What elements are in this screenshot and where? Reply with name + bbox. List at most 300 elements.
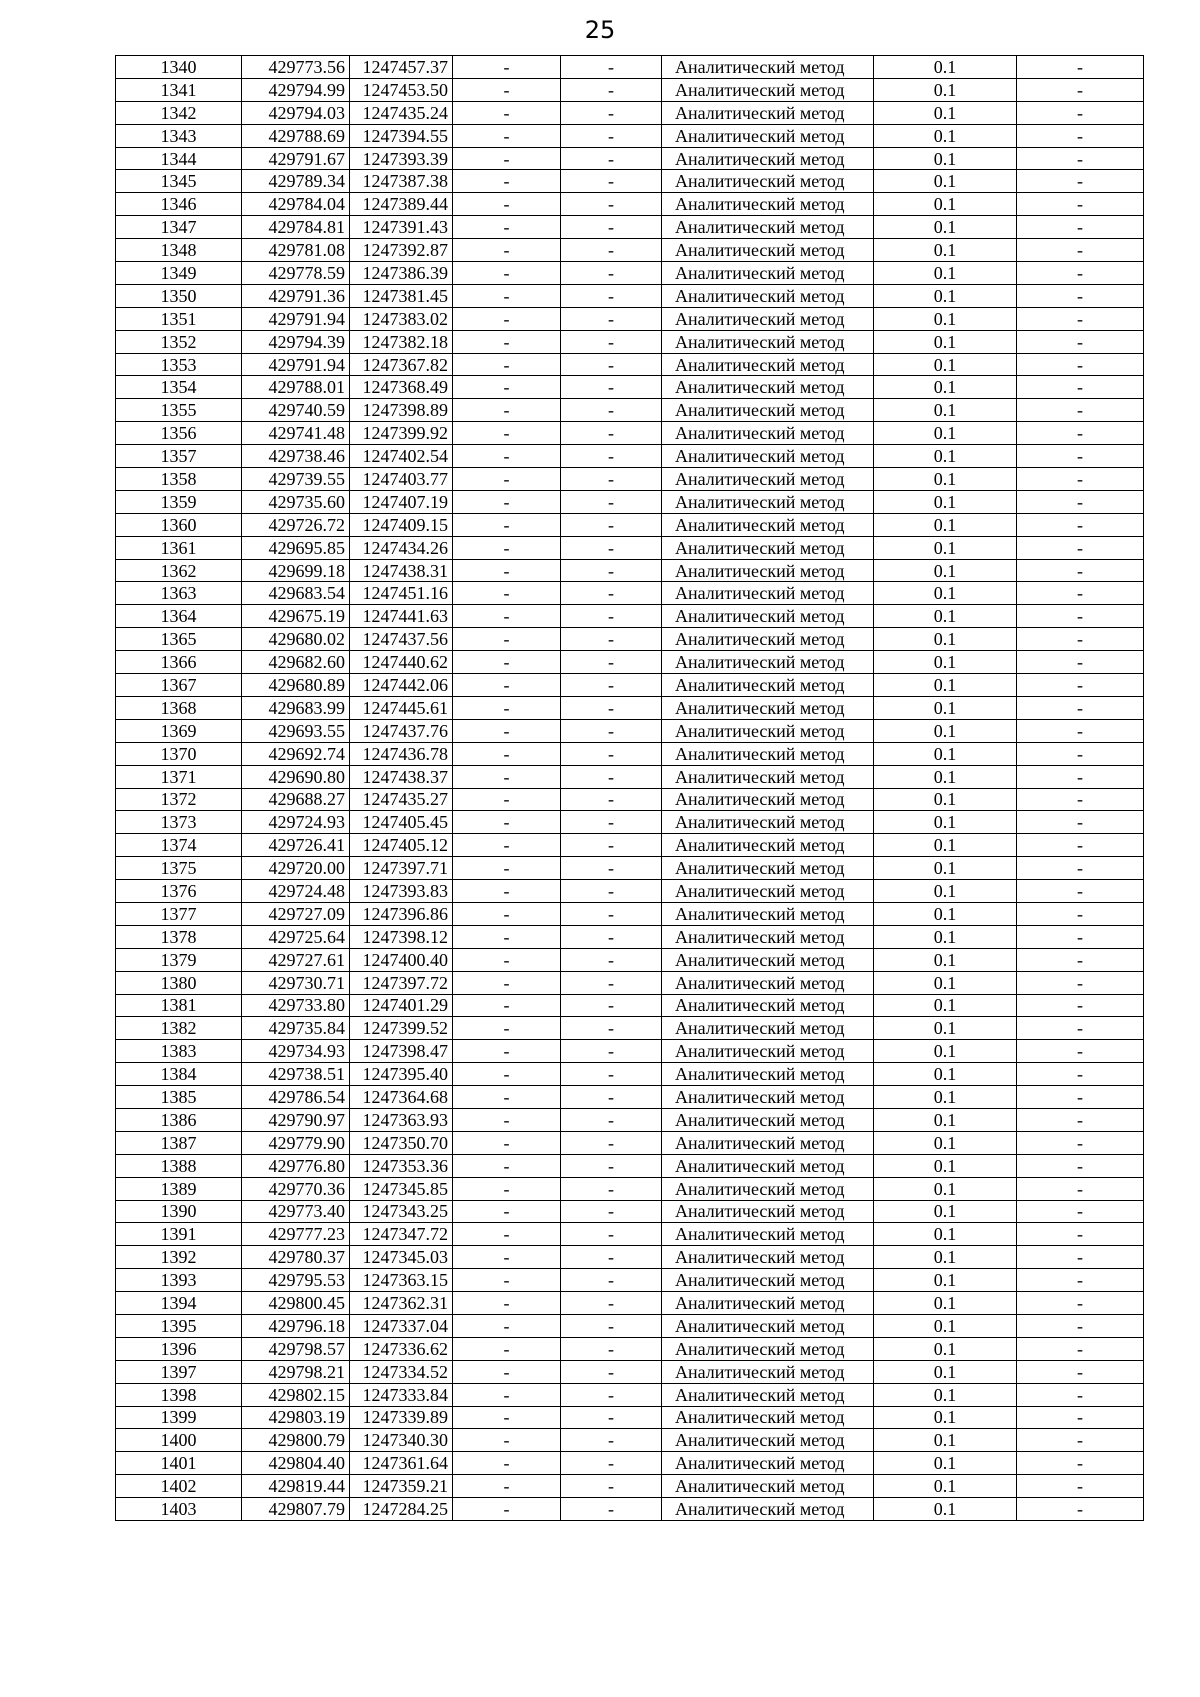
x-coordinate-cell: 429794.39 (242, 330, 350, 353)
method-cell: Аналитический метод (662, 1177, 874, 1200)
point-number-cell: 1399 (116, 1406, 242, 1429)
method-cell: Аналитический метод (662, 468, 874, 491)
y-coordinate-cell: 1247337.04 (350, 1314, 453, 1337)
y-coordinate-cell: 1247441.63 (350, 605, 453, 628)
point-number-cell: 1396 (116, 1337, 242, 1360)
empty-value-cell: - (453, 971, 561, 994)
y-coordinate-cell: 1247343.25 (350, 1200, 453, 1223)
empty-value-cell: - (561, 1040, 662, 1063)
accuracy-cell: 0.1 (874, 948, 1017, 971)
empty-value-cell: - (561, 719, 662, 742)
x-coordinate-cell: 429780.37 (242, 1246, 350, 1269)
point-number-cell: 1370 (116, 742, 242, 765)
empty-value-cell: - (1017, 124, 1144, 147)
point-number-cell: 1353 (116, 353, 242, 376)
accuracy-cell: 0.1 (874, 536, 1017, 559)
y-coordinate-cell: 1247442.06 (350, 674, 453, 697)
empty-value-cell: - (1017, 1108, 1144, 1131)
x-coordinate-cell: 429773.40 (242, 1200, 350, 1223)
method-cell: Аналитический метод (662, 834, 874, 857)
method-cell: Аналитический метод (662, 262, 874, 285)
point-number-cell: 1350 (116, 284, 242, 307)
point-number-cell: 1394 (116, 1292, 242, 1315)
table-row (116, 948, 1144, 971)
table-row (116, 719, 1144, 742)
empty-value-cell: - (1017, 742, 1144, 765)
y-coordinate-cell: 1247435.24 (350, 101, 453, 124)
y-coordinate-cell: 1247345.03 (350, 1246, 453, 1269)
accuracy-cell: 0.1 (874, 147, 1017, 170)
table-row (116, 1429, 1144, 1452)
x-coordinate-cell: 429819.44 (242, 1475, 350, 1498)
method-cell: Аналитический метод (662, 880, 874, 903)
x-coordinate-cell: 429692.74 (242, 742, 350, 765)
y-coordinate-cell: 1247359.21 (350, 1475, 453, 1498)
table-row (116, 101, 1144, 124)
accuracy-cell: 0.1 (874, 582, 1017, 605)
y-coordinate-cell: 1247340.30 (350, 1429, 453, 1452)
empty-value-cell: - (1017, 353, 1144, 376)
empty-value-cell: - (453, 1063, 561, 1086)
x-coordinate-cell: 429789.34 (242, 170, 350, 193)
empty-value-cell: - (1017, 605, 1144, 628)
x-coordinate-cell: 429726.72 (242, 513, 350, 536)
point-number-cell: 1363 (116, 582, 242, 605)
accuracy-cell: 0.1 (874, 559, 1017, 582)
table-row (116, 1498, 1144, 1521)
empty-value-cell: - (453, 1154, 561, 1177)
table-row (116, 56, 1144, 79)
accuracy-cell: 0.1 (874, 1246, 1017, 1269)
accuracy-cell: 0.1 (874, 1017, 1017, 1040)
method-cell: Аналитический метод (662, 559, 874, 582)
empty-value-cell: - (561, 1063, 662, 1086)
page-number: 25 (584, 16, 616, 44)
accuracy-cell: 0.1 (874, 1200, 1017, 1223)
empty-value-cell: - (453, 811, 561, 834)
x-coordinate-cell: 429738.51 (242, 1063, 350, 1086)
empty-value-cell: - (561, 1017, 662, 1040)
table-row (116, 674, 1144, 697)
empty-value-cell: - (453, 1177, 561, 1200)
y-coordinate-cell: 1247407.19 (350, 490, 453, 513)
y-coordinate-cell: 1247434.26 (350, 536, 453, 559)
table-row (116, 1292, 1144, 1315)
table-row (116, 1040, 1144, 1063)
x-coordinate-cell: 429735.84 (242, 1017, 350, 1040)
empty-value-cell: - (561, 1429, 662, 1452)
empty-value-cell: - (561, 628, 662, 651)
y-coordinate-cell: 1247284.25 (350, 1498, 453, 1521)
method-cell: Аналитический метод (662, 1406, 874, 1429)
x-coordinate-cell: 429798.57 (242, 1337, 350, 1360)
empty-value-cell: - (1017, 1017, 1144, 1040)
x-coordinate-cell: 429727.09 (242, 902, 350, 925)
empty-value-cell: - (453, 1314, 561, 1337)
table-row (116, 422, 1144, 445)
empty-value-cell: - (1017, 880, 1144, 903)
table-row (116, 124, 1144, 147)
point-number-cell: 1351 (116, 307, 242, 330)
method-cell: Аналитический метод (662, 1040, 874, 1063)
empty-value-cell: - (1017, 147, 1144, 170)
y-coordinate-cell: 1247350.70 (350, 1131, 453, 1154)
y-coordinate-cell: 1247393.83 (350, 880, 453, 903)
x-coordinate-cell: 429784.04 (242, 193, 350, 216)
x-coordinate-cell: 429675.19 (242, 605, 350, 628)
method-cell: Аналитический метод (662, 651, 874, 674)
method-cell: Аналитический метод (662, 239, 874, 262)
method-cell: Аналитический метод (662, 1131, 874, 1154)
accuracy-cell: 0.1 (874, 399, 1017, 422)
point-number-cell: 1400 (116, 1429, 242, 1452)
empty-value-cell: - (561, 147, 662, 170)
empty-value-cell: - (561, 239, 662, 262)
method-cell: Аналитический метод (662, 765, 874, 788)
empty-value-cell: - (453, 719, 561, 742)
accuracy-cell: 0.1 (874, 1086, 1017, 1109)
method-cell: Аналитический метод (662, 1200, 874, 1223)
empty-value-cell: - (453, 674, 561, 697)
empty-value-cell: - (453, 880, 561, 903)
table-row (116, 468, 1144, 491)
point-number-cell: 1340 (116, 56, 242, 79)
y-coordinate-cell: 1247437.56 (350, 628, 453, 651)
empty-value-cell: - (561, 445, 662, 468)
x-coordinate-cell: 429690.80 (242, 765, 350, 788)
table-row (116, 1177, 1144, 1200)
accuracy-cell: 0.1 (874, 811, 1017, 834)
point-number-cell: 1383 (116, 1040, 242, 1063)
empty-value-cell: - (453, 1017, 561, 1040)
point-number-cell: 1390 (116, 1200, 242, 1223)
x-coordinate-cell: 429791.94 (242, 353, 350, 376)
method-cell: Аналитический метод (662, 445, 874, 468)
point-number-cell: 1368 (116, 696, 242, 719)
x-coordinate-cell: 429680.89 (242, 674, 350, 697)
empty-value-cell: - (453, 239, 561, 262)
point-number-cell: 1381 (116, 994, 242, 1017)
x-coordinate-cell: 429739.55 (242, 468, 350, 491)
accuracy-cell: 0.1 (874, 513, 1017, 536)
point-number-cell: 1349 (116, 262, 242, 285)
accuracy-cell: 0.1 (874, 925, 1017, 948)
empty-value-cell: - (1017, 376, 1144, 399)
accuracy-cell: 0.1 (874, 468, 1017, 491)
accuracy-cell: 0.1 (874, 170, 1017, 193)
table-row (116, 559, 1144, 582)
y-coordinate-cell: 1247395.40 (350, 1063, 453, 1086)
x-coordinate-cell: 429791.94 (242, 307, 350, 330)
empty-value-cell: - (561, 513, 662, 536)
table-row (116, 513, 1144, 536)
empty-value-cell: - (453, 628, 561, 651)
empty-value-cell: - (561, 468, 662, 491)
point-number-cell: 1371 (116, 765, 242, 788)
point-number-cell: 1402 (116, 1475, 242, 1498)
empty-value-cell: - (561, 1475, 662, 1498)
empty-value-cell: - (1017, 1337, 1144, 1360)
x-coordinate-cell: 429682.60 (242, 651, 350, 674)
table-row (116, 834, 1144, 857)
table-row (116, 170, 1144, 193)
y-coordinate-cell: 1247386.39 (350, 262, 453, 285)
table-row (116, 857, 1144, 880)
table-row (116, 582, 1144, 605)
table-row (116, 925, 1144, 948)
accuracy-cell: 0.1 (874, 674, 1017, 697)
accuracy-cell: 0.1 (874, 1108, 1017, 1131)
empty-value-cell: - (561, 880, 662, 903)
y-coordinate-cell: 1247336.62 (350, 1337, 453, 1360)
point-number-cell: 1395 (116, 1314, 242, 1337)
point-number-cell: 1401 (116, 1452, 242, 1475)
empty-value-cell: - (561, 330, 662, 353)
point-number-cell: 1375 (116, 857, 242, 880)
method-cell: Аналитический метод (662, 811, 874, 834)
point-number-cell: 1367 (116, 674, 242, 697)
y-coordinate-cell: 1247398.47 (350, 1040, 453, 1063)
y-coordinate-cell: 1247397.71 (350, 857, 453, 880)
method-cell: Аналитический метод (662, 994, 874, 1017)
accuracy-cell: 0.1 (874, 56, 1017, 79)
table-body (116, 56, 1144, 1521)
empty-value-cell: - (1017, 1269, 1144, 1292)
empty-value-cell: - (1017, 78, 1144, 101)
y-coordinate-cell: 1247387.38 (350, 170, 453, 193)
x-coordinate-cell: 429802.15 (242, 1383, 350, 1406)
method-cell: Аналитический метод (662, 284, 874, 307)
method-cell: Аналитический метод (662, 170, 874, 193)
table-row (116, 880, 1144, 903)
table-row (116, 307, 1144, 330)
y-coordinate-cell: 1247383.02 (350, 307, 453, 330)
table-row (116, 1063, 1144, 1086)
empty-value-cell: - (561, 1223, 662, 1246)
empty-value-cell: - (561, 353, 662, 376)
x-coordinate-cell: 429693.55 (242, 719, 350, 742)
empty-value-cell: - (561, 78, 662, 101)
table-row (116, 628, 1144, 651)
table-row (116, 994, 1144, 1017)
table-row (116, 399, 1144, 422)
empty-value-cell: - (453, 147, 561, 170)
accuracy-cell: 0.1 (874, 376, 1017, 399)
y-coordinate-cell: 1247345.85 (350, 1177, 453, 1200)
x-coordinate-cell: 429733.80 (242, 994, 350, 1017)
y-coordinate-cell: 1247457.37 (350, 56, 453, 79)
point-number-cell: 1374 (116, 834, 242, 857)
table-row (116, 1200, 1144, 1223)
x-coordinate-cell: 429794.03 (242, 101, 350, 124)
y-coordinate-cell: 1247400.40 (350, 948, 453, 971)
table-row (116, 902, 1144, 925)
method-cell: Аналитический метод (662, 1383, 874, 1406)
table-row (116, 1246, 1144, 1269)
point-number-cell: 1354 (116, 376, 242, 399)
point-number-cell: 1391 (116, 1223, 242, 1246)
table-row (116, 536, 1144, 559)
accuracy-cell: 0.1 (874, 1475, 1017, 1498)
point-number-cell: 1357 (116, 445, 242, 468)
point-number-cell: 1378 (116, 925, 242, 948)
empty-value-cell: - (453, 1406, 561, 1429)
accuracy-cell: 0.1 (874, 857, 1017, 880)
empty-value-cell: - (1017, 811, 1144, 834)
empty-value-cell: - (1017, 1429, 1144, 1452)
table-row (116, 788, 1144, 811)
empty-value-cell: - (561, 696, 662, 719)
table-row (116, 651, 1144, 674)
table-row (116, 1383, 1144, 1406)
empty-value-cell: - (453, 651, 561, 674)
empty-value-cell: - (561, 1269, 662, 1292)
method-cell: Аналитический метод (662, 147, 874, 170)
empty-value-cell: - (1017, 399, 1144, 422)
empty-value-cell: - (561, 399, 662, 422)
accuracy-cell: 0.1 (874, 1269, 1017, 1292)
point-number-cell: 1348 (116, 239, 242, 262)
accuracy-cell: 0.1 (874, 1452, 1017, 1475)
accuracy-cell: 0.1 (874, 605, 1017, 628)
x-coordinate-cell: 429803.19 (242, 1406, 350, 1429)
method-cell: Аналитический метод (662, 1429, 874, 1452)
accuracy-cell: 0.1 (874, 193, 1017, 216)
table-row (116, 490, 1144, 513)
point-number-cell: 1359 (116, 490, 242, 513)
accuracy-cell: 0.1 (874, 307, 1017, 330)
empty-value-cell: - (561, 857, 662, 880)
x-coordinate-cell: 429779.90 (242, 1131, 350, 1154)
empty-value-cell: - (1017, 490, 1144, 513)
x-coordinate-cell: 429807.79 (242, 1498, 350, 1521)
empty-value-cell: - (561, 1498, 662, 1521)
empty-value-cell: - (453, 1040, 561, 1063)
method-cell: Аналитический метод (662, 78, 874, 101)
accuracy-cell: 0.1 (874, 651, 1017, 674)
method-cell: Аналитический метод (662, 1475, 874, 1498)
x-coordinate-cell: 429738.46 (242, 445, 350, 468)
table-row (116, 1475, 1144, 1498)
method-cell: Аналитический метод (662, 1452, 874, 1475)
x-coordinate-cell: 429720.00 (242, 857, 350, 880)
accuracy-cell: 0.1 (874, 1406, 1017, 1429)
empty-value-cell: - (453, 857, 561, 880)
empty-value-cell: - (561, 1177, 662, 1200)
empty-value-cell: - (1017, 902, 1144, 925)
method-cell: Аналитический метод (662, 1108, 874, 1131)
empty-value-cell: - (1017, 330, 1144, 353)
empty-value-cell: - (1017, 1200, 1144, 1223)
method-cell: Аналитический метод (662, 536, 874, 559)
empty-value-cell: - (1017, 582, 1144, 605)
empty-value-cell: - (1017, 719, 1144, 742)
empty-value-cell: - (1017, 559, 1144, 582)
method-cell: Аналитический метод (662, 1498, 874, 1521)
method-cell: Аналитический метод (662, 1154, 874, 1177)
empty-value-cell: - (1017, 1131, 1144, 1154)
y-coordinate-cell: 1247399.92 (350, 422, 453, 445)
x-coordinate-cell: 429695.85 (242, 536, 350, 559)
table-row (116, 216, 1144, 239)
empty-value-cell: - (453, 765, 561, 788)
point-number-cell: 1377 (116, 902, 242, 925)
x-coordinate-cell: 429688.27 (242, 788, 350, 811)
empty-value-cell: - (1017, 696, 1144, 719)
point-number-cell: 1393 (116, 1269, 242, 1292)
x-coordinate-cell: 429725.64 (242, 925, 350, 948)
point-number-cell: 1360 (116, 513, 242, 536)
empty-value-cell: - (561, 994, 662, 1017)
empty-value-cell: - (1017, 216, 1144, 239)
accuracy-cell: 0.1 (874, 422, 1017, 445)
empty-value-cell: - (561, 811, 662, 834)
empty-value-cell: - (561, 1200, 662, 1223)
empty-value-cell: - (561, 605, 662, 628)
y-coordinate-cell: 1247339.89 (350, 1406, 453, 1429)
method-cell: Аналитический метод (662, 1246, 874, 1269)
empty-value-cell: - (1017, 628, 1144, 651)
x-coordinate-cell: 429790.97 (242, 1108, 350, 1131)
empty-value-cell: - (453, 582, 561, 605)
empty-value-cell: - (453, 1292, 561, 1315)
x-coordinate-cell: 429726.41 (242, 834, 350, 857)
empty-value-cell: - (453, 1360, 561, 1383)
y-coordinate-cell: 1247445.61 (350, 696, 453, 719)
method-cell: Аналитический метод (662, 216, 874, 239)
empty-value-cell: - (561, 262, 662, 285)
empty-value-cell: - (561, 1086, 662, 1109)
empty-value-cell: - (1017, 1383, 1144, 1406)
method-cell: Аналитический метод (662, 376, 874, 399)
accuracy-cell: 0.1 (874, 834, 1017, 857)
point-number-cell: 1372 (116, 788, 242, 811)
empty-value-cell: - (561, 307, 662, 330)
point-number-cell: 1380 (116, 971, 242, 994)
accuracy-cell: 0.1 (874, 628, 1017, 651)
method-cell: Аналитический метод (662, 490, 874, 513)
point-number-cell: 1366 (116, 651, 242, 674)
empty-value-cell: - (1017, 513, 1144, 536)
y-coordinate-cell: 1247392.87 (350, 239, 453, 262)
y-coordinate-cell: 1247353.36 (350, 1154, 453, 1177)
y-coordinate-cell: 1247393.39 (350, 147, 453, 170)
empty-value-cell: - (453, 56, 561, 79)
y-coordinate-cell: 1247405.45 (350, 811, 453, 834)
empty-value-cell: - (453, 307, 561, 330)
accuracy-cell: 0.1 (874, 742, 1017, 765)
empty-value-cell: - (561, 1246, 662, 1269)
empty-value-cell: - (1017, 1086, 1144, 1109)
empty-value-cell: - (453, 101, 561, 124)
empty-value-cell: - (561, 582, 662, 605)
accuracy-cell: 0.1 (874, 994, 1017, 1017)
empty-value-cell: - (1017, 1498, 1144, 1521)
empty-value-cell: - (453, 330, 561, 353)
x-coordinate-cell: 429683.54 (242, 582, 350, 605)
accuracy-cell: 0.1 (874, 1429, 1017, 1452)
accuracy-cell: 0.1 (874, 1177, 1017, 1200)
empty-value-cell: - (561, 1406, 662, 1429)
y-coordinate-cell: 1247398.12 (350, 925, 453, 948)
empty-value-cell: - (453, 170, 561, 193)
empty-value-cell: - (453, 1452, 561, 1475)
point-number-cell: 1398 (116, 1383, 242, 1406)
accuracy-cell: 0.1 (874, 788, 1017, 811)
accuracy-cell: 0.1 (874, 1040, 1017, 1063)
empty-value-cell: - (453, 925, 561, 948)
method-cell: Аналитический метод (662, 948, 874, 971)
